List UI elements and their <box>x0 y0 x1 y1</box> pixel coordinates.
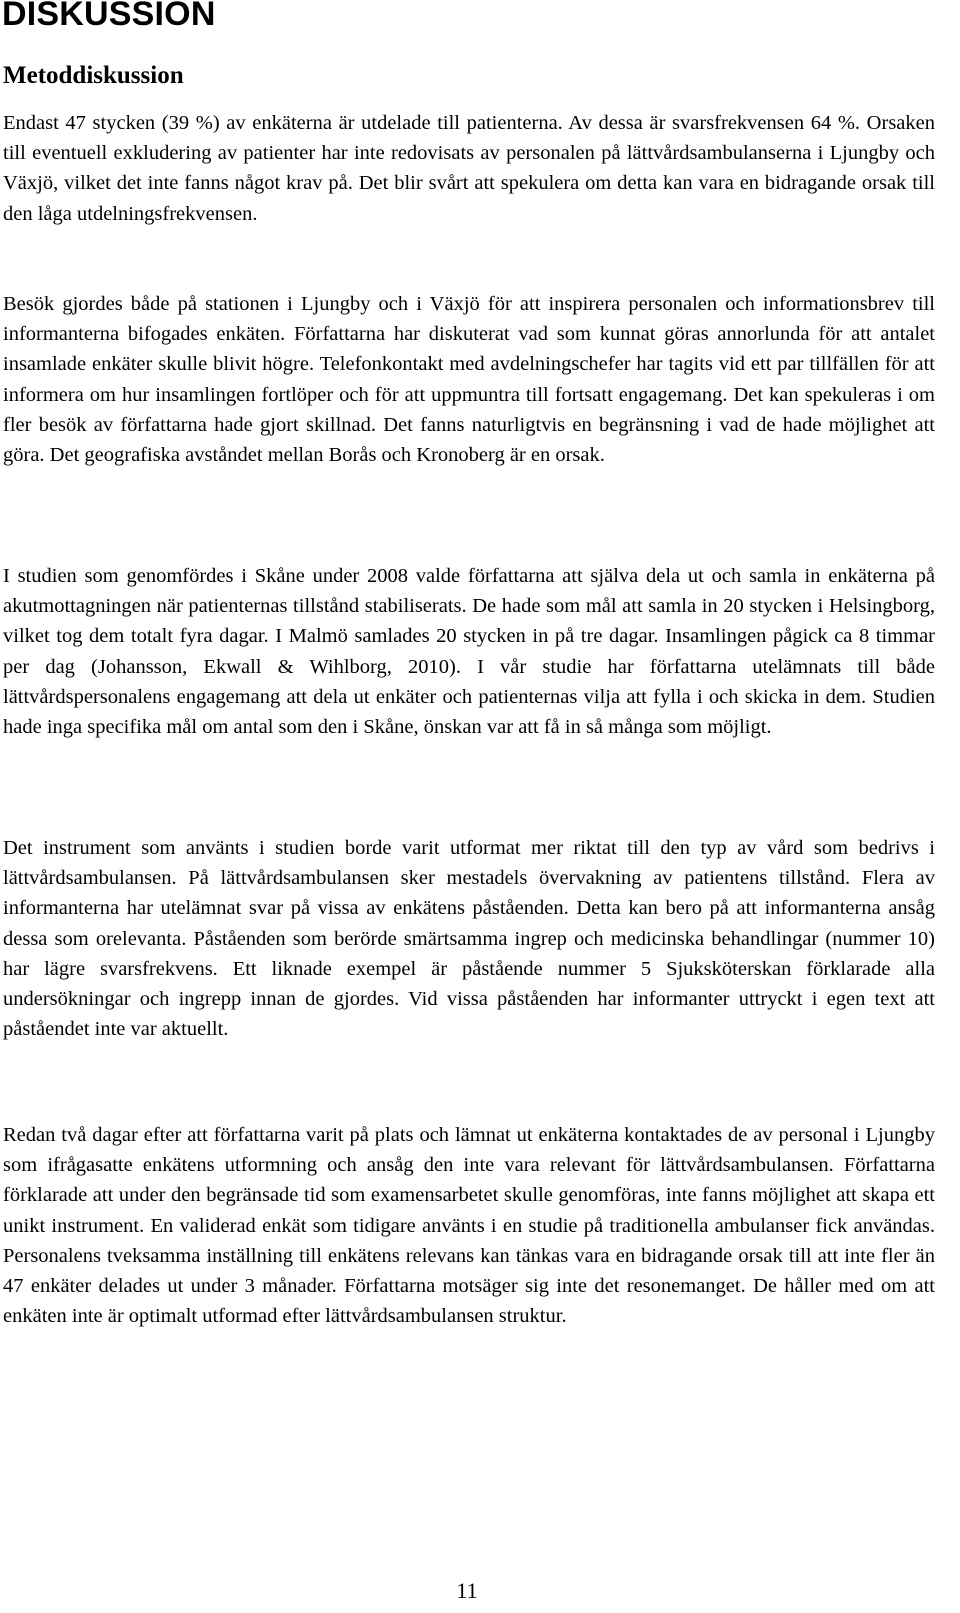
paragraph-staff-feedback: Redan två dagar efter att författarna varit på plats och lämnat ut enkäterna kontaktades de av personal i Ljungby som ifrågasatte enkätens utformning och ansåg den inte vara relevant för lättvårdsambulansen. Författarna förklarade att under den begränsade tid som examensarbetet skulle genomföras, inte fanns möjlighet att skapa ett unikt instrument. En validerad enkät som tidigare använts i en studie på traditionella ambulanser fick användas. Personalens tveksamma inställning till enkätens relevans kan tänkas vara en bidragande orsak till att inte fler än 47 enkäter delades ut under 3 månader. Författarna motsäger sig inte det resonemanget. De håller med om att enkäten inte är optimalt utformad efter lättvårdsambulansen struktur. <box>3 1124 935 1328</box>
chapter-title: DISKUSSION <box>2 0 216 33</box>
section-title: Metoddiskussion <box>3 62 184 89</box>
paragraph-response-rate: Endast 47 stycken (39 %) av enkäterna är utdelade till patienterna. Av dessa är svarsfrekvensen 64 %. Orsaken till eventuell exkludering av patienter har inte redovisats av personalen på lättvårdsambulanserna i Ljungby och Växjö, vilket det inte fanns något krav på. Det blir svårt att spekulera om detta kan vara en bidragande orsak till den låga utdelningsfrekvensen. <box>3 112 935 225</box>
paragraph-skane-study: I studien som genomfördes i Skåne under 2008 valde författarna att själva dela ut och samla in enkäterna på akutmottagningen när patienternas tillstånd stabiliserats. De hade som mål att samla in 20 stycken i Helsingborg, vilket tog dem totalt fyra dagar. I Malmö samlades 20 stycken in på tre dagar. Insamlingen pågick ca 8 timmar per dag (Johansson, Ekwall & Wihlborg, 2010). I vår studie har författarna utelämnats till både lättvårdspersonalens engagemang att dela ut enkäter och patienternas vilja att fylla i och skicka in dem. Studien hade inga specifika mål om antal som den i Skåne, önskan var att få in så många som möjligt. <box>3 565 935 739</box>
paragraph-station-visits: Besök gjordes både på stationen i Ljungby och i Växjö för att inspirera personalen och informationsbrev till informanterna bifogades enkäten. Författarna har diskuterat vad som kunnat göras annorlunda för att antalet insamlade enkäter skulle blivit högre. Telefonkontakt med avdelningschefer har tagits vid ett par tillfällen för att informera om hur insamlingen fortlöper och för att uppmuntra till fortsatt engagemang. Det kan spekuleras i om fler besök av författarna hade gjort skillnad. Det fanns naturligtvis en begränsning i vad de hade möjlighet att göra. Det geografiska avståndet mellan Borås och Kronoberg är en orsak. <box>3 293 935 467</box>
paragraph-instrument: Det instrument som använts i studien borde varit utformat mer riktat till den typ av vård som bedrivs i lättvårdsambulansen. På lättvårdsambulansen sker mestadels övervakning av patientens tillstånd. Flera av informanterna har utelämnat svar på vissa av enkätens påståenden. Detta kan bero på att informanterna ansåg dessa som orelevanta. Påståenden som berörde smärtsamma ingrep och medicinska behandlingar (nummer 10) har lägre svarsfrekvens. Ett liknade exempel är påstående nummer 5 Sjuksköterskan förklarade alla undersökningar och ingrepp innan de gjordes. Vid vissa påståenden har informanter uttryckt i egen text att påståendet inte var aktuellt. <box>3 837 935 1041</box>
page-number: 11 <box>456 1578 478 1603</box>
